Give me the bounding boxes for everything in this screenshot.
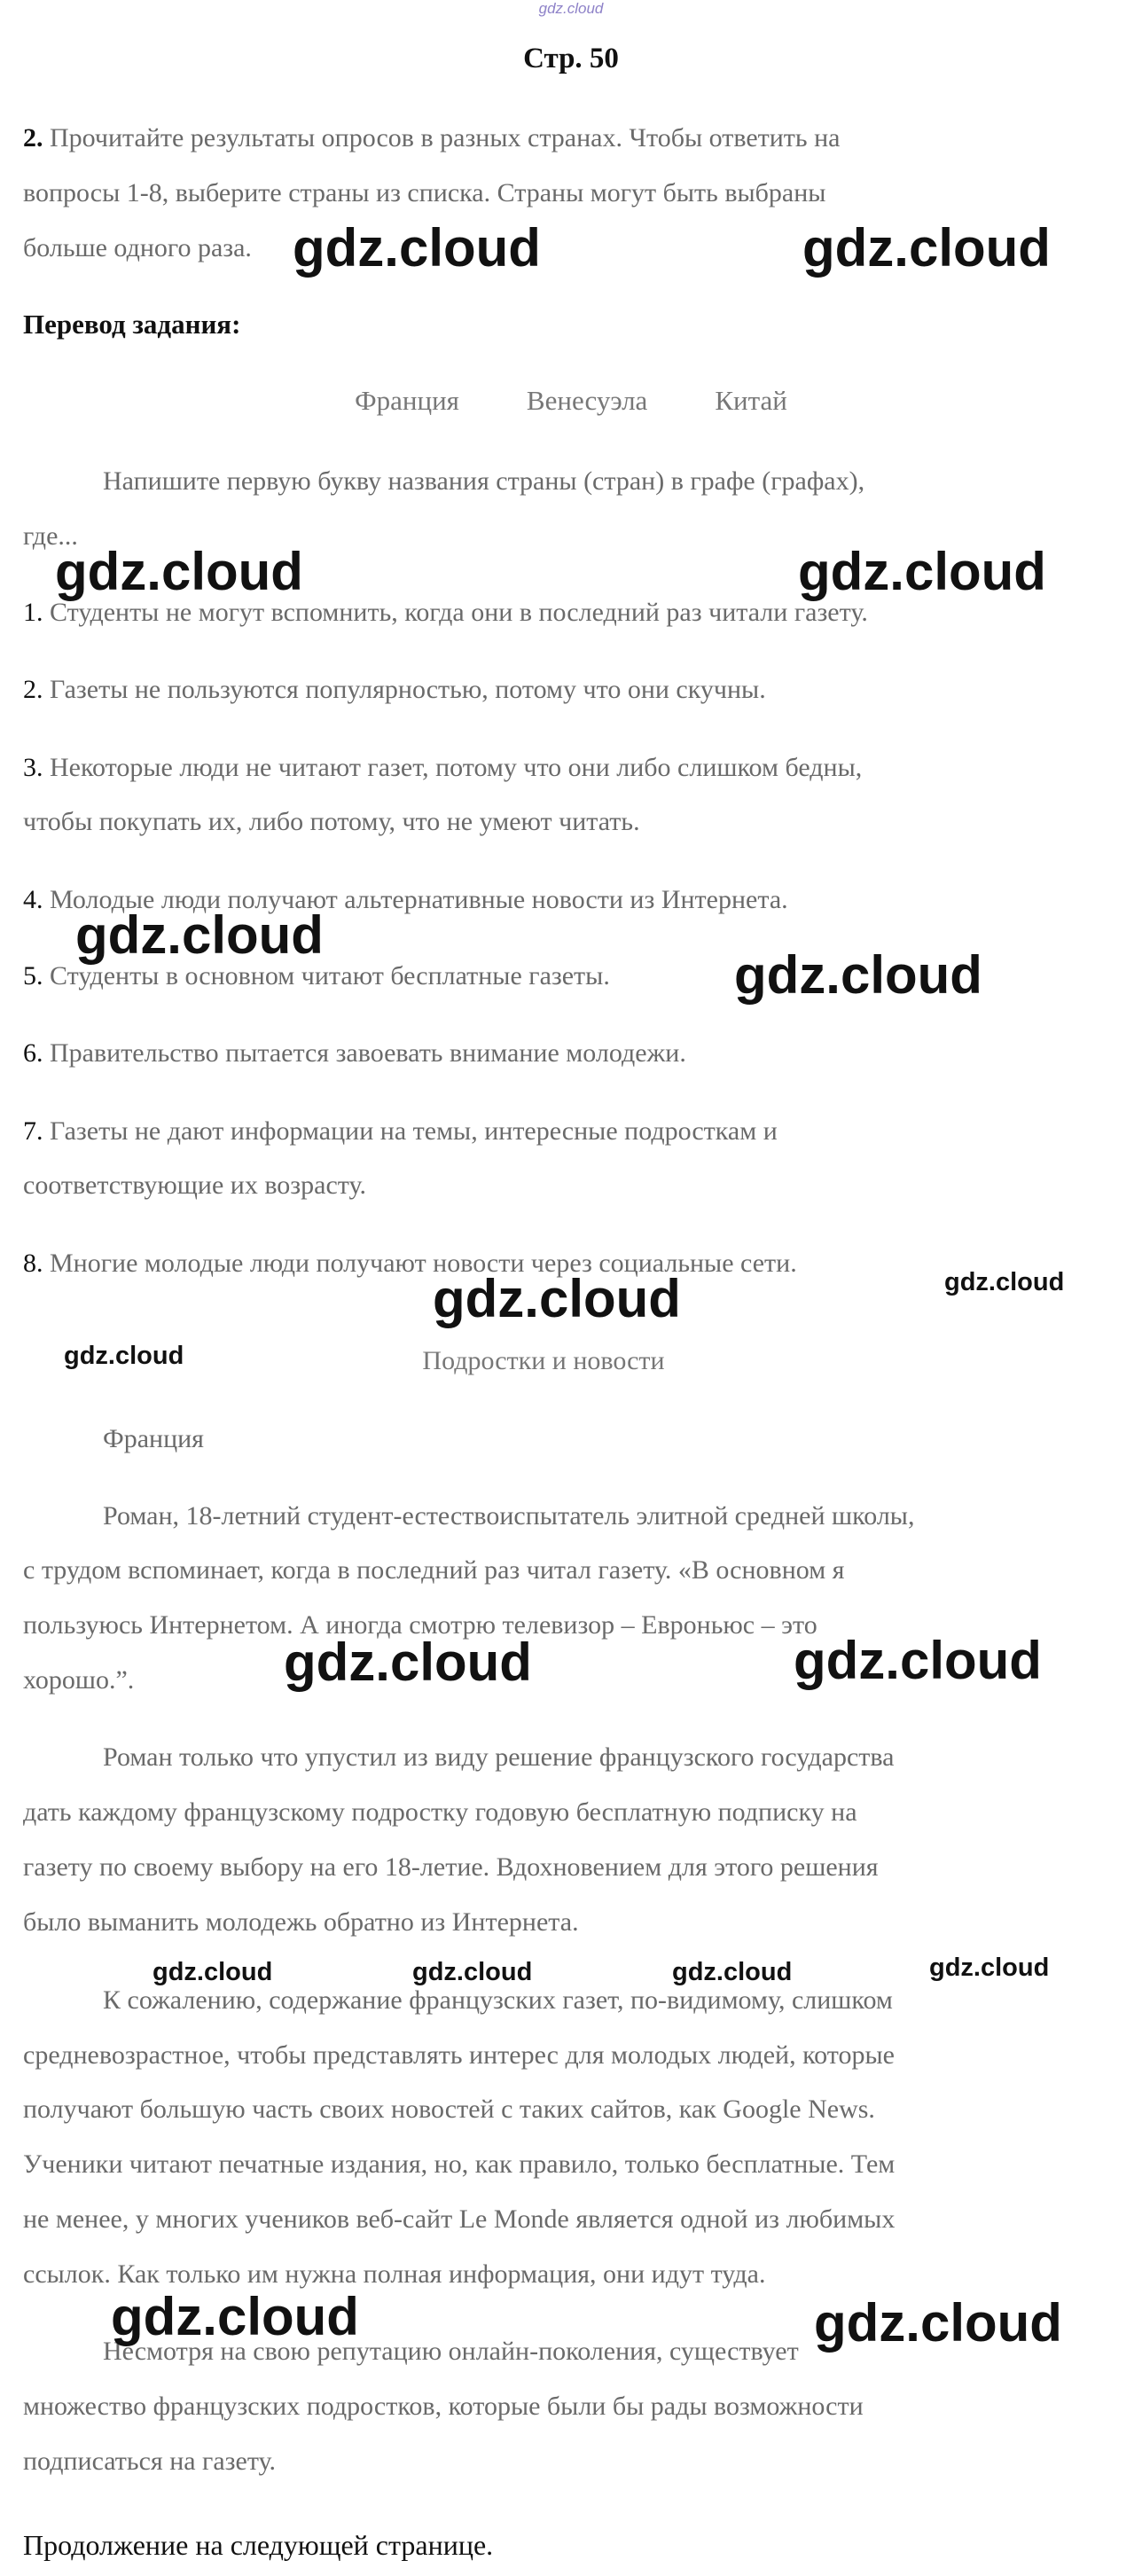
watermark: gdz.cloud	[64, 1342, 184, 1370]
article-title: Подростки и новости	[422, 1346, 665, 1375]
watermark: gdz.cloud	[412, 1958, 533, 1986]
watermark: gdz.cloud	[672, 1958, 793, 1986]
question-item: 6. Правительство пытается завоевать внимание молодежи.	[23, 1038, 686, 1068]
article-line: Ученики читают печатные издания, но, как правило, только бесплатные. Тем	[23, 2149, 896, 2179]
question-item: 5. Студенты в основном читают бесплатные газеты.	[23, 961, 610, 990]
article-line: ссылок. Как только им нужна полная информация, они идут туда.	[23, 2259, 766, 2289]
article-line: пользуюсь Интернетом. А иногда смотрю телевизор – Евроньюс – это	[23, 1610, 817, 1640]
article-country: Франция	[103, 1424, 204, 1453]
watermark: gdz.cloud	[111, 2287, 359, 2346]
article-line: хорошо.”.	[23, 1665, 135, 1695]
translation-heading: Перевод задания:	[23, 309, 241, 340]
question-continuation: соответствующие их возрасту.	[23, 1171, 366, 1200]
article-line: подписаться на газету.	[23, 2447, 277, 2476]
watermark: gdz.cloud	[55, 542, 303, 601]
instruction-line-1: Напишите первую букву названия страны (стран) в графе (графах),	[103, 466, 865, 496]
article-line: дать каждому французскому подростку годовую бесплатную подписку на	[23, 1797, 857, 1827]
question-item: 8. Многие молодые люди получают новости через социальные сети.	[23, 1249, 797, 1278]
task-line-1: 2. Прочитайте результаты опросов в разных странах. Чтобы ответить на	[23, 123, 841, 153]
article-line: получают большую часть своих новостей с таких сайтов, как Google News.	[23, 2094, 875, 2124]
task-line-3: больше одного раза.	[23, 233, 252, 262]
instruction-line-2: где...	[23, 521, 78, 551]
country-list	[0, 385, 1142, 417]
watermark: gdz.cloud	[293, 218, 541, 278]
watermark: gdz.cloud	[433, 1269, 681, 1328]
task-number: 2.	[23, 123, 43, 153]
question-item: 3. Некоторые люди не читают газет, потому что они либо слишком бедны,	[23, 753, 863, 782]
watermark: gdz.cloud	[929, 1954, 1050, 1982]
question-item: 4. Молодые люди получают альтернативные новости из Интернета.	[23, 885, 788, 914]
question-item: 2. Газеты не пользуются популярностью, потому что они скучны.	[23, 675, 766, 704]
article-line: с трудом вспоминает, когда в последний раз читал газету. «В основном я	[23, 1555, 845, 1585]
article-line: было выманить молодежь обратно из Интернета.	[23, 1907, 579, 1937]
article-line: Роман только что упустил из виду решение французского государства	[103, 1742, 895, 1772]
watermark: gdz.cloud	[734, 945, 982, 1005]
watermark: gdz.cloud	[814, 2293, 1062, 2353]
country-item: Франция	[355, 385, 459, 416]
article-line: газету по своему выбору на его 18-летие. Вдохновением для этого решения	[23, 1852, 879, 1882]
page-title: Стр. 50	[523, 43, 619, 74]
task-line-2: вопросы 1-8, выберите страны из списка. Страны могут быть выбраны	[23, 178, 826, 207]
question-item: 7. Газеты не дают информации на темы, интересные подросткам и	[23, 1116, 778, 1146]
article-line: Несмотря на свою репутацию онлайн-поколения, существует	[103, 2337, 799, 2366]
watermark: gdz.cloud	[75, 905, 324, 965]
question-item: 1. Студенты не могут вспомнить, когда они в последний раз читали газету.	[23, 598, 868, 627]
watermark: gdz.cloud	[944, 1268, 1065, 1296]
site-mark: gdz.cloud	[538, 0, 604, 17]
country-item: Венесуэла	[526, 385, 648, 416]
watermark: gdz.cloud	[794, 1631, 1042, 1690]
continued-note: Продолжение на следующей странице.	[23, 2529, 494, 2561]
article-line: средневозрастное, чтобы представлять интерес для молодых людей, которые	[23, 2040, 895, 2070]
watermark: gdz.cloud	[798, 542, 1046, 601]
watermark: gdz.cloud	[802, 218, 1051, 278]
question-continuation: чтобы покупать их, либо потому, что не умеют читать.	[23, 807, 640, 836]
watermark: gdz.cloud	[153, 1958, 273, 1986]
article-line: не менее, у многих учеников веб-сайт Le Monde является одной из любимых	[23, 2204, 896, 2234]
article-line: К сожалению, содержание французских газет, по-видимому, слишком	[103, 1985, 893, 2015]
article-line: множество французских подростков, которые были бы рады возможности	[23, 2392, 864, 2421]
country-item: Китай	[715, 385, 787, 416]
watermark: gdz.cloud	[284, 1633, 532, 1692]
article-line: Роман, 18-летний студент-естествоиспытатель элитной средней школы,	[103, 1501, 915, 1531]
